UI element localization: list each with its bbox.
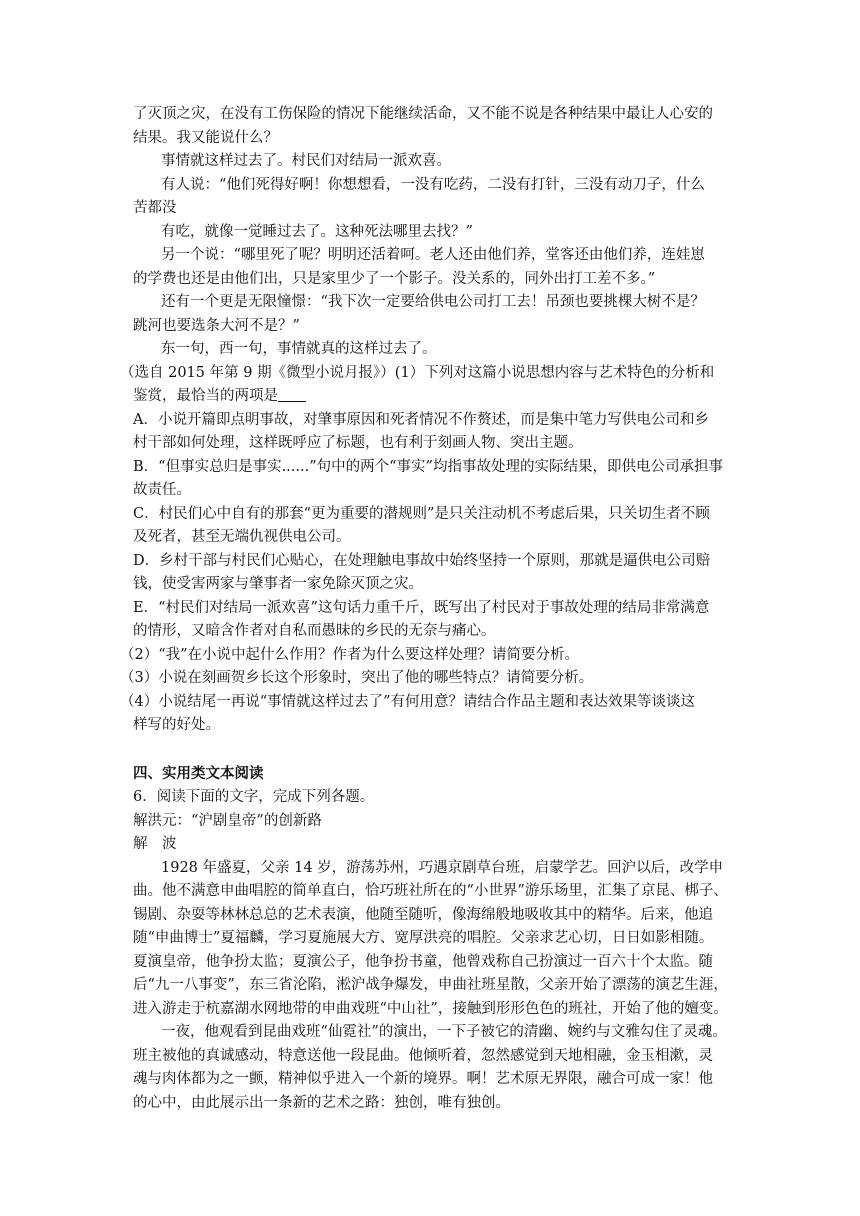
question-6: 6．阅读下面的文字，完成下列各题。: [133, 789, 375, 805]
question-source-line: （选自 2015 年第 9 期《微型小说月报》）(1）下列对这篇小说思想内容与艺术特色的分析和: [120, 365, 715, 381]
text-line: 后“九一八事变”，东三省沦陷，淞沪战争爆发，申曲社班星散，父亲开始了漂荡的演艺生涯，: [133, 977, 728, 993]
text-line: 村干部如何处理，这样既呼应了标题，也有利于刻画人物、突出主题。: [133, 435, 583, 451]
section-heading: 四、实用类文本阅读: [133, 765, 264, 782]
option-e: E．“村民们对结局一派欢喜”这句话力重千斤，既写出了村民对于事故处理的结局非常满意: [133, 600, 710, 616]
text-line: 东一句，西一句，事情就真的这样过去了。: [161, 341, 437, 357]
text-line: 曲。他不满意申曲唱腔的简单直白，恰巧班社所在的“小世界”游乐场里，汇集了京昆、梆子、: [133, 883, 728, 899]
text-line: 钱，使受害两家与肇事者一家免除灭顶之灾。: [133, 576, 423, 592]
text-line: 结果。我又能说什么？: [133, 130, 278, 146]
text-line: 锡剧、杂耍等林林总总的艺术表演，他随至随听，像海绵般地吸收其中的精华。后来，他追: [133, 907, 713, 923]
text-line: 跳河也要选条大河不是？”: [133, 318, 300, 334]
text-line: 有人说：“他们死得好啊！你想想看，一没有吃药，二没有打针，三没有动刀子，什么: [161, 177, 705, 193]
text-line: 的学费也还是由他们出，只是家里少了一个影子。没关系的，同外出打工差不多。”: [133, 271, 656, 287]
text-line: 1928 年盛夏，父亲 14 岁，游荡苏州，巧遇京剧草台班，启蒙学艺。回沪以后，改学申: [161, 860, 724, 876]
text-line: 故责任。: [133, 482, 191, 498]
question-3: （3）小说在刻画贺乡长这个形象时，突出了他的哪些特点？请简要分析。: [120, 670, 594, 686]
question-stem-line: [133, 385, 733, 407]
option-c: C．村民们心中自有的那套“更为重要的潜规则”是只关注动机不考虑后果，只关切生者不顾: [133, 506, 710, 522]
option-a: A．小说开篇即点明事故，对肇事原因和死者情况不作赘述，而是集中笔力写供电公司和乡: [133, 412, 709, 428]
text-line: 鉴赏，最恰当的两项是: [133, 388, 278, 404]
answer-blank[interactable]: [278, 387, 306, 402]
text-line: 夏演皇帝，他争扮太监；夏演公子，他争扮书童，他曾戏称自己扮演过一百六十个太监。随: [133, 954, 713, 970]
question-2: （2）“我”在小说中起什么作用？作者为什么要这样处理？请简要分析。: [120, 647, 580, 663]
text-line: 苦都没: [133, 200, 177, 216]
text-line: 及死者，甚至无端仇视供电公司。: [133, 529, 351, 545]
question-4: （4）小说结尾一再说“事情就这样过去了”有何用意？请结合作品主题和表达效果等谈谈这: [120, 694, 696, 710]
text-line: 了灭顶之灾，在没有工伤保险的情况下能继续活命，又不能不说是各种结果中最让人心安的: [133, 106, 713, 122]
text-line: 样写的好处。: [133, 717, 220, 733]
text-line: 有吃，就像一觉睡过去了。这种死法哪里去找？”: [161, 224, 473, 240]
text-line: 另一个说：“哪里死了呢？明明还活着呵。老人还由他们养，堂客还由他们养，连娃崽: [161, 247, 705, 263]
text-line: 班主被他的真诚感动，特意送他一段昆曲。他倾听着，忽然感觉到天地相融，金玉相漱，灵: [133, 1048, 713, 1064]
option-d: D．乡村干部与村民们心贴心，在处理触电事故中始终坚持一个原则，那就是逼供电公司赔: [133, 553, 711, 569]
text-line: 魂与肉体都为之一颤，精神似乎进入一个新的境界。啊！艺术原无界限，融合可成一家！他: [133, 1071, 713, 1087]
text-line: 的心中，由此展示出一条新的艺术之路：独创，唯有独创。: [133, 1095, 510, 1111]
text-line: 随“申曲博士”夏福麟，学习夏施展大方、宽厚洪亮的唱腔。父亲求艺心切，日日如影相随。: [133, 930, 714, 946]
article-title: 解洪元：“沪剧皇帝”的创新路: [133, 813, 322, 829]
text-line: 事情就这样过去了。村民们对结局一派欢喜。: [161, 153, 451, 169]
text-line: 一夜，他观看到昆曲戏班“仙霓社”的演出，一下子被它的清幽、婉约与文雅勾住了灵魂。: [161, 1024, 727, 1040]
option-b: B．“但事实总归是事实......”句中的两个“事实”均指事故处理的实际结果，即供电公司承担事: [133, 459, 723, 475]
text-line: 还有一个更是无限憧憬：“我下次一定要给供电公司打工去！吊颈也要挑棵大树不是？: [161, 294, 705, 310]
article-author: 解 波: [133, 836, 177, 852]
text-line: 的情形，又暗含作者对自私而愚昧的乡民的无奈与痛心。: [133, 623, 496, 639]
text-line: 进入游走于杭嘉湖水网地带的申曲戏班“中山社”，接触到形形色色的班社，开始了他的嬗变。: [133, 1001, 728, 1017]
